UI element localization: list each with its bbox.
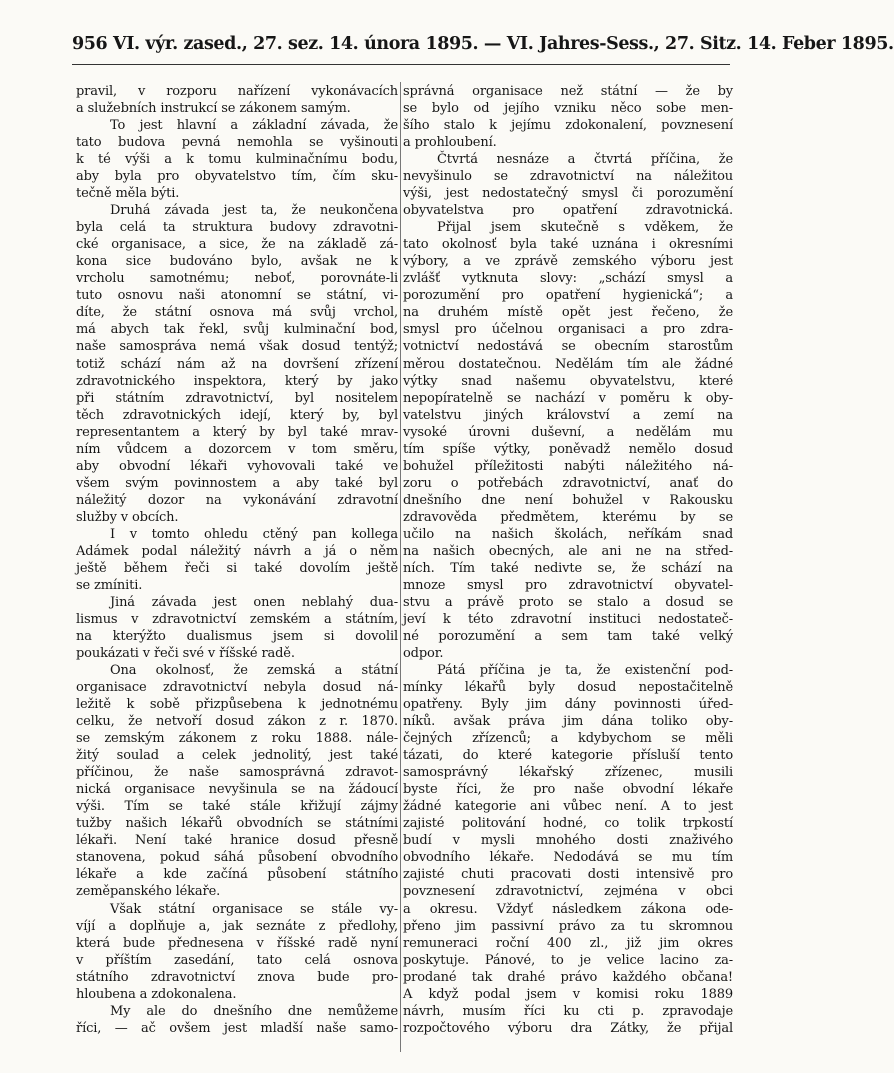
text-line: se bylo od jejího vzniku něco sobe men- [403,101,733,117]
text-line: ještě během řeči si také dovolím ještě [76,560,398,576]
text-line: ních. Tím také nedivte se, že schází na [403,560,733,576]
text-line: a prohloubení. [403,135,497,151]
text-line: representantem a který by byl také mrav- [76,424,398,440]
text-line: tato okolnosť byla také uznána i okresními [403,237,733,253]
text-line: tečně měla býti. [76,186,180,202]
text-line: vysoké úrovni duševní, a nedělám mu [403,424,733,440]
text-line: My ale do dnešního dne nemůžeme [110,1003,398,1019]
text-line: a služebních instrukcí se zákonem samým. [76,101,351,117]
text-line: poukázati v řeči své v říšské radě. [76,646,295,662]
text-line: remuneraci roční 400 zl., již jim okres [403,935,733,951]
text-line: a okresu. Vždyť následkem zákona ode- [403,901,733,917]
text-line: zeměpanského lékaře. [76,884,221,900]
text-line: vrcholu samotnému; neboť, porovnáte-li [76,271,398,287]
text-line: jeví k této zdravotní instituci nedostateč- [403,611,733,627]
text-line: všem svým povinnostem a aby také byl [76,475,398,491]
text-line: vatelstvu jiných království a zemí na [403,407,733,423]
text-line: státního zdravotnictví znova bude pro- [76,969,398,985]
text-line: povznesení zdravotnictví, zejména v obci [403,884,733,900]
text-line: cké organisace, a sice, že na základě zá- [76,237,398,253]
text-line: Čtvrtá nesnáze a čtvrtá příčina, že [437,152,733,168]
text-line: žádné kategorie ani vůbec není. A to jest [403,799,733,815]
text-line: příčinou, že naše samosprávná zdravot- [76,765,398,781]
text-line: kona sice budováno bylo, avšak ne k [76,254,398,270]
text-line: tím spíše výtky, poněvadž nemělo dosud [403,441,733,457]
text-line: I v tomto ohledu ctěný pan kollega [110,526,398,542]
text-line: při státním zdravotnictví, byl nositelem [76,390,398,406]
text-line: zoru o potřebách zdravotnictví, anať do [403,475,733,491]
text-line: výši. Tím se také stále křižují zájmy [76,799,398,815]
text-line: A když podal jsem v komisi roku 1889 [403,986,733,1002]
text-line: zajisté chuti pracovati dosti intensivě pro [403,867,733,883]
text-line: stanovena, pokud sáhá působení obvodního [76,850,398,866]
text-line: k té výši a k tomu kulminačnímu bodu, [76,152,398,168]
text-line: obyvatelstva pro opatření zdravotnická. [403,203,733,219]
text-line: poskytuje. Pánové, to je velice lacino za- [403,952,733,968]
text-line: Ona okolnosť, že zemská a státní [110,663,398,679]
text-column-right [403,83,733,1055]
text-line: opatřeny. Byly jim dány povinnosti úřed- [403,697,733,713]
text-line: Jiná závada jest onen neblahý dua- [110,594,398,610]
text-line: nepopíratelně se nachází v poměru k oby- [403,390,733,406]
text-line: žitý soulad a celek jednolitý, jest také [76,748,398,764]
text-line: votnictví nedostává se obecním starostům [403,339,733,355]
text-line: celku, že netvoří dosud zákon z r. 1870. [76,714,398,730]
text-line: nevyšinulo se zdravotnictví na náležitou [403,169,733,185]
page-header: 956 VI. výr. zased., 27. sez. 14. února 1895. — VI. Jahres-Sess., 27. Sitz. 14. Feber 1895. [72,34,894,54]
text-line: Pátá příčina je ta, že existenční pod- [437,663,733,679]
text-line: návrh, musím říci ku cti p. zpravodaje [403,1003,733,1019]
text-line: tázati, do které kategorie přísluší tento [403,748,733,764]
column-divider [400,82,401,1052]
text-line: bohužel příležitosti nabýti náležitého ná- [403,458,733,474]
text-line: na kterýžto dualismus jsem si dovolil [76,629,398,644]
text-line: Však státní organisace se stále vy- [110,901,398,917]
text-line: odpor. [403,646,444,662]
text-line: né porozumění a sem tam také velký [403,629,733,644]
text-line: díte, že státní osnova má svůj vrchol, [76,305,398,321]
text-line: prodané tak drahé právo každého občana! [403,969,733,985]
text-line: šího stalo k jejímu zdokonalení, povznesení [403,118,733,134]
text-line: byla celá ta struktura budovy zdravotni- [76,220,398,236]
text-line: správná organisace než státní — že by [403,84,733,99]
text-line: výbory, a ve zprávě zemského výboru jest [403,254,733,270]
text-line: výtky snad našemu obyvatelstvu, které [403,373,733,389]
text-line: samosprávný lékařský zřízenec, musili [403,765,733,781]
text-line: se zemským zákonem z roku 1888. nále- [76,731,398,747]
text-line: mnoze smysl pro zdravotnictví obyvatel- [403,577,733,593]
text-line: má abych tak řekl, svůj kulminační bod, [76,322,398,338]
text-line: lékaře a kde začíná působení státního [76,867,398,883]
text-line: měrou dostatečnou. Nedělám tím ale žádné [403,356,733,372]
text-line: Adámek podal náležitý návrh a já o něm [76,543,398,559]
text-line: aby byla pro obyvatelstvo tím, čím sku- [76,169,398,185]
text-line: ním vůdcem a dozorcem v tom směru, [76,441,398,457]
text-line: rozpočtového výboru dra Zátky, že přijal [403,1020,733,1036]
text-line: organisace zdravotnictví nebyla dosud ná- [76,680,398,696]
text-line: dnešního dne není bohužel v Rakousku [403,492,733,508]
text-line: tato budova pevná nemohla se vyšinouti [76,135,398,151]
text-line: byste říci, že pro naše obvodní lékaře [403,782,733,798]
text-line: zdravověda předmětem, kterému by se [403,509,733,525]
text-line: mínky lékařů byly dosud nepostačitelně [403,680,733,696]
text-line: služby v obcích. [76,509,179,525]
text-line: hloubena a zdokonalena. [76,986,237,1002]
text-line: naše samospráva nemá však dosud tentýž; [76,339,398,355]
text-line: zvlášť vytknuta slovy: „schází smysl a [403,271,733,287]
text-line: aby obvodní lékaři vyhovovali také ve [76,458,398,474]
text-line: totiž schází nám až na dovršení zřízení [76,356,398,372]
text-line: náležitý dozor na vykonávání zdravotní [76,492,398,508]
text-line: nická organisace nevyšinula se na žádoucí [76,782,398,798]
text-line: porozumění pro opatření hygienická“; a [403,288,733,304]
text-line: lékaři. Není také hranice dosud přesně [76,833,398,849]
text-line: níků. avšak práva jim dána toliko oby- [403,714,733,730]
text-line: učilo na našich školách, neříkám snad [403,526,733,542]
text-line: Druhá závada jest ta, že neukončena [110,203,398,219]
text-line: To jest hlavní a základní závada, že [110,118,398,134]
text-line: tužby našich lékařů obvodních se státními [76,816,398,832]
text-line: ležitě k sobě přizpůsebena k jednotnému [76,697,398,713]
text-line: pravil, v rozporu nařízení vykonávacích [76,84,398,99]
text-line: na druhém místě opět jest řečeno, že [403,305,733,321]
text-line: stvu a právě proto se stalo a dosud se [403,594,733,610]
text-line: smysl pro účelnou organisaci a pro zdra- [403,322,733,338]
text-column-left [76,83,398,1055]
text-line: na našich obecných, ale ani ne na střed- [403,543,733,559]
text-line: říci, — ač ovšem jest mladší naše samo- [76,1020,398,1036]
header-rule [72,64,730,65]
text-line: víjí a doplňuje a, jak seznáte z předlohy, [76,918,398,934]
text-line: zdravotnického inspektora, který by jako [76,373,398,389]
text-line: lismus v zdravotnictví zemském a státním, [76,611,398,627]
text-line: která bude přednesena v říšské radě nyní [76,935,398,951]
text-line: obvodního lékaře. Nedodává se mu tím [403,850,733,866]
text-line: v příštím zasedání, tato celá osnova [76,952,398,968]
text-line: zajisté politování hodné, co tolik trpkostí [403,816,733,832]
text-line: čejných zřízenců; a kdybychom se měli [403,731,733,747]
text-line: těch zdravotnických idejí, který by, byl [76,407,398,423]
text-line: tuto osnovu naši atonomní se státní, vi- [76,288,398,304]
text-line: výši, jest nedostatečný smysl či porozumění [403,186,733,202]
text-line: budí v mysli mnohého dosti znaživého [403,833,733,849]
text-line: se zmíniti. [76,577,143,593]
text-line: přeno jim passivní právo za tu skromnou [403,918,733,934]
text-line: Přijal jsem skutečně s vděkem, že [437,220,733,236]
